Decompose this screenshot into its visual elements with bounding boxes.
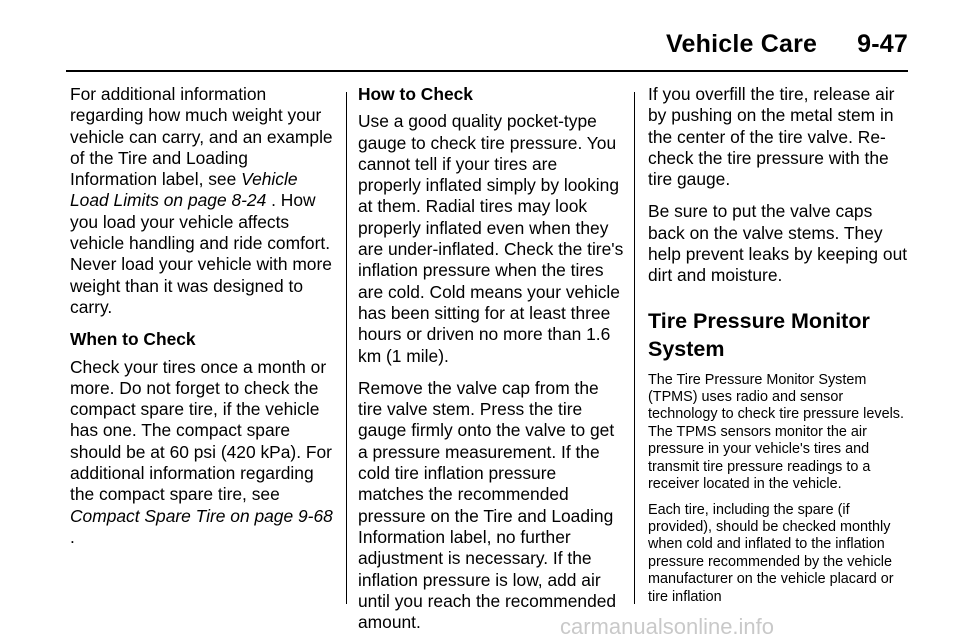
page-header (666, 30, 908, 59)
how-to-check-heading: How to Check (358, 84, 473, 104)
gauge-paragraph: Use a good quality pocket-type gauge to check tire pressure. You cannot tell if your tires are properly inflated simply by looking at them. Radial tires may look properly inflated even when they are under-inflated. Check the tire's inflation pressure when the tires are cold. Cold means your vehicle has been sitting for at least three hours or driven no more than 1.6 km (1 mile). (358, 111, 624, 366)
column-2 (358, 84, 624, 644)
column-divider-1 (346, 92, 347, 604)
compact-spare-tire-link[interactable]: Compact Spare Tire on page 9-68 (70, 505, 333, 526)
page-number: 9-47 (857, 30, 908, 58)
column-1 (70, 84, 336, 559)
watermark: carmanualsonline.info (560, 614, 775, 639)
valve-cap-paragraph: Remove the valve cap from the tire valve stem. Press the tire gauge firmly onto the valve to get a pressure measurement. If the cold tire inflation pressure matches the recommended pressure on the Tire and Loading Information label, no further adjustment is necessary. If the inflation pressure is low, add air until you reach the recommended amount. (358, 377, 617, 633)
overfill-paragraph: If you overfill the tire, release air by pushing on the metal stem in the center of the tire valve. Re-check the tire pressure with the tire gauge. (648, 84, 895, 190)
load-info-paragraph: For additional information regarding how much weight your vehicle can carry, and an example of the Tire and Loading Information label, see Vehicle Load Limits on page 8-24 . How you load your vehicle affects vehicle handling and ride comfort. Never load your vehicle with more weight than it was designed to carry. (70, 84, 333, 317)
tpms-check-paragraph: Each tire, including the spare (if provided), should be checked monthly when cold and inflated to the inflation pressure recommended by the vehicle manufacturer on the vehicle placard or tire inflation (648, 501, 894, 605)
vehicle-load-limits-link[interactable]: Vehicle Load Limits on page 8-24 (70, 169, 298, 211)
header-divider (66, 70, 908, 72)
section-name: Vehicle Care (666, 30, 818, 58)
column-divider-2 (634, 92, 635, 604)
column-3 (648, 84, 910, 614)
when-to-check-heading: When to Check (70, 329, 196, 350)
when-to-check-paragraph: Check your tires once a month or more. Do not forget to check the compact spare tire, if the vehicle has one. The compact spare should be at 60 psi (420 kPa). For additional information regarding the compact spare tire, see Compact Spare Tire on page 9-68 . (70, 356, 333, 547)
tpms-section-title: Tire Pressure Monitor System (648, 308, 870, 361)
tpms-intro-paragraph: The Tire Pressure Monitor System (TPMS) uses radio and sensor technology to check tire pressure levels. The TPMS sensors monitor the air pressure in your vehicle's tires and transmit tire pressure readings to a receiver located in the vehicle. (648, 371, 904, 493)
valve-caps-paragraph: Be sure to put the valve caps back on the valve stems. They help prevent leaks by keeping out dirt and moisture. (648, 201, 908, 286)
